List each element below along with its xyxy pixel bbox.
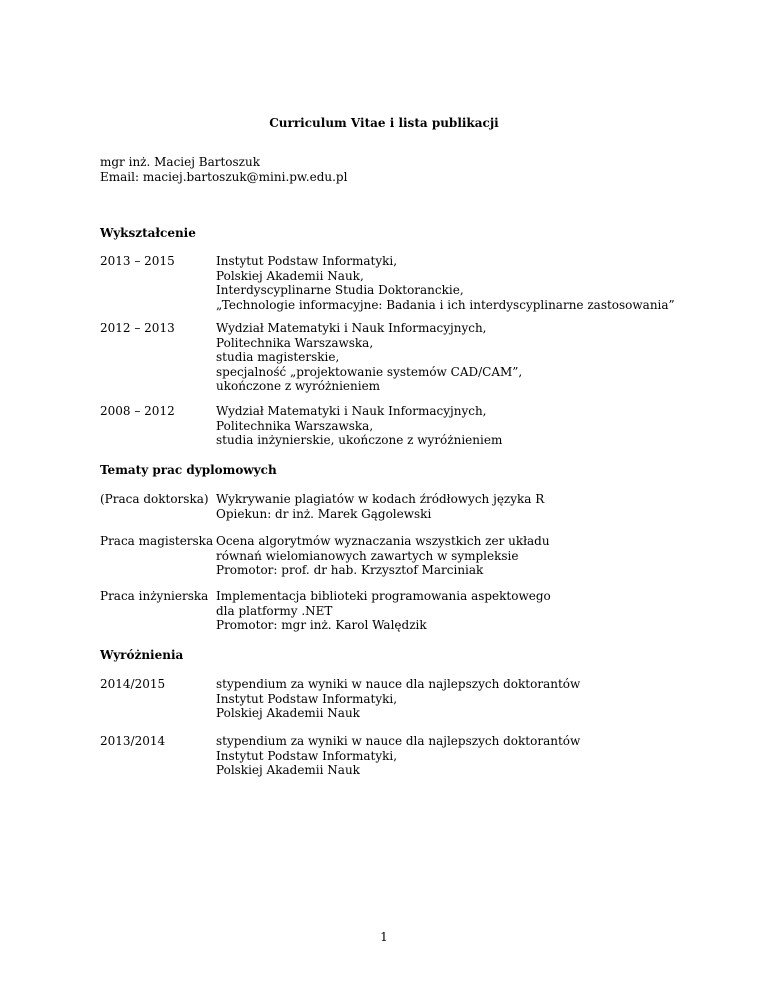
- education-entry-line: Politechnika Warszawska,: [216, 418, 374, 433]
- thesis-entry-line: Promotor: mgr inż. Karol Walędzik: [216, 618, 427, 632]
- education-entry-line: „Technologie informacyjne: Badania i ich interdyscyplinarne zastosowania”: [216, 297, 675, 312]
- thesis-entry-line: równań wielomianowych zawartych w sympleksie: [216, 548, 519, 563]
- thesis-entry-details: [216, 589, 686, 633]
- awards-heading: Wyróżnienia: [100, 648, 184, 662]
- education-entry-line: Wydział Matematyki i Nauk Informacyjnych,: [216, 404, 487, 418]
- education-entry-line: studia magisterskie,: [216, 350, 340, 364]
- thesis-entry-line: Ocena algorytmów wyznaczania wszystkich zer układu: [216, 534, 550, 548]
- thesis-entry-line: dla platformy .NET: [216, 603, 333, 618]
- education-entry-details: [216, 404, 686, 448]
- thesis-entry-type: Praca inżynierska: [100, 589, 209, 603]
- award-entry-year: 2014/2015: [100, 677, 166, 691]
- education-entry-line: Interdyscyplinarne Studia Doktoranckie,: [216, 283, 464, 297]
- thesis-entry-details: [216, 492, 686, 521]
- award-entry-line: Instytut Podstaw Informatyki,: [216, 691, 398, 706]
- thesis-entry-line: Wykrywanie plagiatów w kodach źródłowych języka R: [216, 492, 545, 506]
- education-entry-line: specjalność „projektowanie systemów CAD/CAM”,: [216, 364, 523, 379]
- award-entry-line: stypendium za wyniki w nauce dla najlepszych doktorantów: [216, 734, 581, 748]
- thesis-entry-line: Promotor: prof. dr hab. Krzysztof Marciniak: [216, 563, 484, 577]
- education-entry-period: 2012 – 2013: [100, 321, 175, 335]
- thesis-entry-type: (Praca doktorska): [100, 492, 209, 506]
- education-entry-line: Polskiej Akademii Nauk,: [216, 268, 364, 283]
- thesis-entry-details: [216, 534, 686, 578]
- education-entry-line: Wydział Matematyki i Nauk Informacyjnych,: [216, 321, 487, 335]
- thesis-entry-line: Implementacja biblioteki programowania aspektowego: [216, 589, 551, 603]
- award-entry-details: [216, 734, 686, 778]
- theses-heading: Tematy prac dyplomowych: [100, 463, 277, 477]
- award-entry-line: Polskiej Akademii Nauk: [216, 763, 360, 777]
- education-entry-period: 2008 – 2012: [100, 404, 175, 418]
- award-entry-details: [216, 677, 686, 721]
- education-entry-line: Politechnika Warszawska,: [216, 335, 374, 350]
- author-name: mgr inż. Maciej Bartoszuk: [100, 155, 261, 169]
- thesis-entry-type: Praca magisterska: [100, 534, 214, 548]
- page-number: 1: [380, 930, 388, 944]
- author-email: Email: maciej.bartoszuk@mini.pw.edu.pl: [100, 170, 348, 184]
- education-entry-details: [216, 254, 686, 312]
- award-entry-line: Instytut Podstaw Informatyki,: [216, 748, 398, 763]
- education-entry-period: 2013 – 2015: [100, 254, 175, 268]
- award-entry-line: Polskiej Akademii Nauk: [216, 706, 360, 720]
- award-entry-line: stypendium za wyniki w nauce dla najlepszych doktorantów: [216, 677, 581, 691]
- award-entry-year: 2013/2014: [100, 734, 166, 748]
- education-heading: Wykształcenie: [100, 226, 196, 240]
- education-entry-line: ukończone z wyróżnieniem: [216, 379, 381, 393]
- document-title: Curriculum Vitae i lista publikacji: [269, 116, 499, 130]
- education-entry-line: studia inżynierskie, ukończone z wyróżnieniem: [216, 433, 503, 447]
- education-entry-details: [216, 321, 686, 394]
- education-entry-line: Instytut Podstaw Informatyki,: [216, 254, 398, 268]
- thesis-entry-line: Opiekun: dr inż. Marek Gągolewski: [216, 506, 432, 521]
- author-block: [100, 155, 347, 185]
